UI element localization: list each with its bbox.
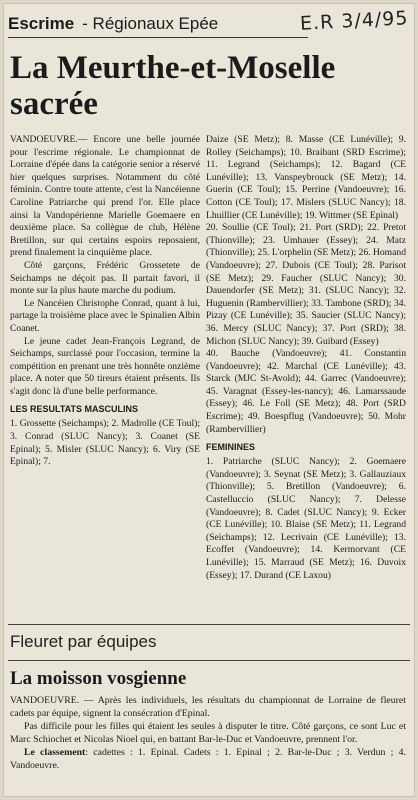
masculins-results-start: 1. Grossette (Seichamps); 2. Madrolle (CE Toul); 3. Conrad (SLUC Nancy); 3. Coanet (SE Epinal); 5. Misler (SLUC Nancy); 6. Viry (SE Epinal); 7. <box>10 418 200 468</box>
section-title: Fleuret par équipes <box>10 632 157 651</box>
results-heading: LES RESULTATS MASCULINS <box>10 404 138 415</box>
classement-label: Le classement <box>24 747 86 758</box>
newspaper-clipping <box>4 4 414 796</box>
classement-text: : cadettes : 1. Epinal. Cadets : 1. Epinal ; 2. Bar-le-Duc ; 3. Verdun ; 4. Vandoeuvre. <box>10 747 406 771</box>
paragraph: Côté garçons, Frédéric Grossetete de Seichamps ne déçoit pas. Il partait favori, il monte sur la plus haute marche du podium. <box>10 259 200 297</box>
section-kicker: Escrime <box>8 13 75 33</box>
paragraph: VANDOEUVRE. — Après les individuels, les résultats du championnat de Lorraine de fleuret cadets par équipe, signent la consécration d'Epinal. <box>10 695 406 719</box>
article-right-column <box>206 134 406 582</box>
masculins-results-continued: Daize (SE Metz); 8. Masse (CE Lunéville); 9. Rolley (Seichamps); 10. Braibant (SRD Escrime); 11. Legrand (Seichamps); 12. Bagard (CE Lunéville); 13. Vanspeybrouck (SE Metz); 14. Guerin (CE Toul); 15. Perrine (Vandoeuvre); 16. Cotton (CE Toul); 17. Mislers (SLUC Nancy); 18. Lhuillier (CE Lunéville); 19. Wittmer (SE Epinal) 20. Soullie (CE Toul); 21. Port (SRD); 22. Pretot (Thionville); 23. Umhauer (Essey); 24. Matz (Thionville); 25. L'orphelin (SE Metz); 26. Homand (Vandoeuvre); 27. Dubois (CE Toul); 28. Parisot (SE Metz); 29. Faucher (SLUC Nancy); 30. Dauendorfer (SE Metz); 31. (SLUC Nancy); 32. Huguenin (Rambervillier); 33. Tambone (SRD); 34. Pizay (CE Lunéville); 35. Saucier (SLUC Nancy); 36. Mercy (SLUC Nancy); 37. Port (SRD); 38. Michon (SLUC Nancy); 39. Guibard (Essey) 40. Bauche (Vandoeuvre); 41. Constantin (Vandoeuvre); 42. Marchal (CE Lunéville); 43. Starck (MJC St-Avold); 44. Garrec (Vandoeuvre); 45. Varagnat (Essey-les-nancy); 46. Lamarssaude (Essey); 46. Le Foll (SE Metz); 48. Port (SRD Escrime); 49. Boespflug (Vandoeuvre); 50. Mohr (Rambervillier) <box>206 134 406 435</box>
divider <box>8 624 410 625</box>
article-left-column <box>10 134 200 469</box>
feminines-heading: FEMININES <box>206 442 256 453</box>
paragraph: Le jeune cadet Jean-François Legrand, de Seichamps, surclassé pour l'occasion, termine la compétition en prenant une très honnête onzième place. A noter que 50 tireurs étaient présents. Ils s'agit donc là d'une belle performance. <box>10 335 200 397</box>
article-headline-2: La moisson vosgienne <box>10 668 187 689</box>
classement <box>10 746 406 772</box>
section-subkicker: - Régionaux Epée <box>82 13 219 33</box>
paragraph: VANDOEUVRE.— Encore une belle journée pour l'escrime régionale. Le championnat de Lorraine d'épée dans la catégorie senior a réservé hier quelques surprises. Notamment du côté féminin. Contre toute attente, c'est la Nancéienne Caroline Patriarche qui prend l'or. Elle place ainsi la Vandopérienne Marielle Goemaere en deuxième place. Sa collègue de club, Hélène Bretillon, sur qui certains espoirs reposaient, prend finalement la cinquième place. <box>10 134 200 259</box>
paragraph: Le Nancéien Christophe Conrad, quant à lui, partage la troisième place avec le Spinalien Albin Coanet. <box>10 297 200 334</box>
feminines-results: 1. Patriarche (SLUC Nancy); 2. Goemaere (Vandoeuvre); 3. Seynat (SE Metz); 3. Gallauziaux (Thionville); 5. Bretillon (Vandoeuvre); 6. Castelluccio (SLUC Nancy); 7. Delesse (Vandoeuvre); 8. Cadet (SLUC Nancy); 9. Ecker (CE Lunéville); 10. Blaise (SE Metz); 11. Legrand (Seichamps); 12. Lecrivain (CE Lunéville); 13. Ecoffet (Vandoeuvre); 14. Kermorvant (CE Lunéville); 15. Marraud (SE Metz); 16. Duvoix (Essey); 17. Durand (CE Laxou) <box>206 456 406 581</box>
article-headline: La Meurthe-et-Moselle sacrée <box>10 50 336 122</box>
paragraph: Pas difficile pour les filles qui étaient les seules à disputer le titre. Côté garçons, ce sont Luc et Marc Schiochet et Nicolas Nioel qui, en battant Bar-le-Duc et Vandoeuvre, prennent l'or. <box>10 721 406 745</box>
divider <box>8 660 410 661</box>
article-2-body <box>10 694 406 772</box>
section-header <box>8 10 308 38</box>
handwritten-note: E.R 3/4/95 <box>299 7 409 35</box>
